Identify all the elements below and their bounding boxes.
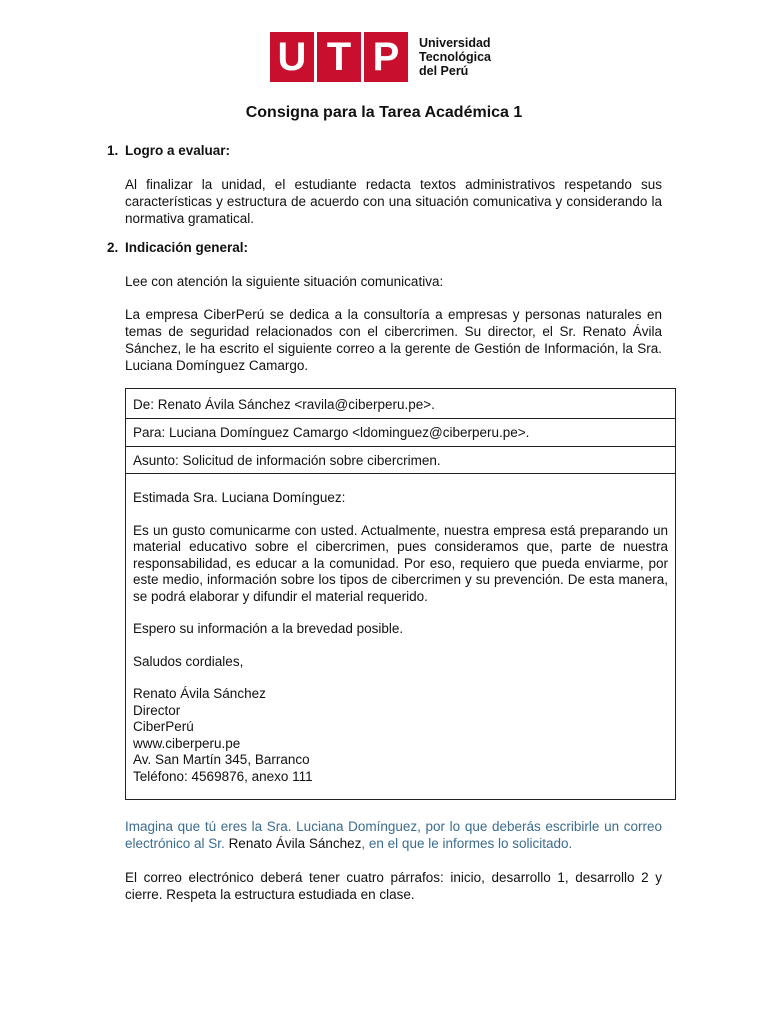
section-1-text: Al finalizar la unidad, el estudiante redacta textos administrativos respetando sus características y estructura de acuerdo con una situación comunicativa y considerando la normativa gramatical.	[125, 177, 662, 226]
logo-wordmark	[419, 36, 499, 78]
logo-letter-t: T	[317, 32, 361, 82]
instruction-text	[125, 818, 662, 852]
logo-letter-u: U	[270, 32, 314, 82]
email-to-row: Para: Luciana Domínguez Camargo <ldominguez@ciberperu.pe>.	[126, 419, 675, 447]
logo-line-2: Tecnológica	[419, 50, 492, 64]
utp-logo	[270, 32, 499, 82]
signature-name: Renato Ávila Sánchez	[133, 686, 266, 701]
email-subject-row: Asunto: Solicitud de información sobre cibercrimen.	[126, 447, 675, 474]
section-1-number: 1.	[107, 143, 119, 158]
signature-web: www.ciberperu.pe	[133, 735, 241, 751]
section-2-situation: La empresa CiberPerú se dedica a la consultoría a empresas y personas naturales en temas de seguridad relacionados con el cibercrimen. Su director, el Sr. Renato Ávila Sánchez, le ha escrito el siguiente correo a la gerente de Gestión de Información, la Sra. Luciana Domínguez Camargo.	[125, 307, 662, 373]
section-1-title: Logro a evaluar:	[125, 143, 231, 158]
signature-address: Av. San Martín 345, Barranco	[133, 752, 310, 767]
section-2-number: 2.	[107, 240, 119, 255]
instruction-part-3: , en el que le informes lo solicitado.	[361, 836, 573, 851]
section-2-intro: Lee con atención la siguiente situación comunicativa:	[125, 274, 444, 289]
email-paragraph-1: Es un gusto comunicarme con usted. Actualmente, nuestra empresa está preparando un material educativo sobre el cibercrimen, pues consideramos que, parte de nuestra responsabilidad, es educar a la comunidad. Por eso, requiero que pueda enviarme, por este medio, información sobre los tipos de cibercrimen y su prevención. De esta manera, se podrá elaborar y difundir el material requerido.	[133, 522, 668, 604]
instruction-part-1: Imagina que tú eres la Sra. Luciana Domínguez, por lo que deberás escribirle un correo electrónico al Sr.	[125, 819, 662, 851]
email-from-row: De: Renato Ávila Sánchez <ravila@ciberperu.pe>.	[126, 389, 675, 419]
email-signature	[133, 686, 668, 785]
structure-note: El correo electrónico deberá tener cuatro párrafos: inicio, desarrollo 1, desarrollo 2 y cierre. Respeta la estructura estudiada en clase.	[125, 870, 662, 902]
section-2-title: Indicación general:	[125, 240, 249, 255]
email-closing: Saludos cordiales,	[133, 653, 244, 669]
section-1-heading	[107, 143, 230, 158]
email-paragraph-2: Espero su información a la brevedad posible.	[133, 621, 404, 636]
page-title: Consigna para la Tarea Académica 1	[245, 104, 523, 121]
signature-role: Director	[133, 702, 181, 718]
instruction-recipient-name: Renato Ávila Sánchez	[228, 836, 362, 851]
email-table	[125, 388, 676, 800]
logo-line-1: Universidad	[419, 36, 491, 50]
section-2-heading	[107, 240, 248, 255]
logo-line-3: del Perú	[419, 64, 469, 78]
logo-letter-p: P	[364, 32, 408, 82]
signature-phone: Teléfono: 4569876, anexo 111	[133, 768, 313, 784]
email-greeting: Estimada Sra. Luciana Domínguez:	[133, 490, 346, 505]
signature-company: CiberPerú	[133, 719, 194, 734]
email-body	[133, 490, 668, 785]
